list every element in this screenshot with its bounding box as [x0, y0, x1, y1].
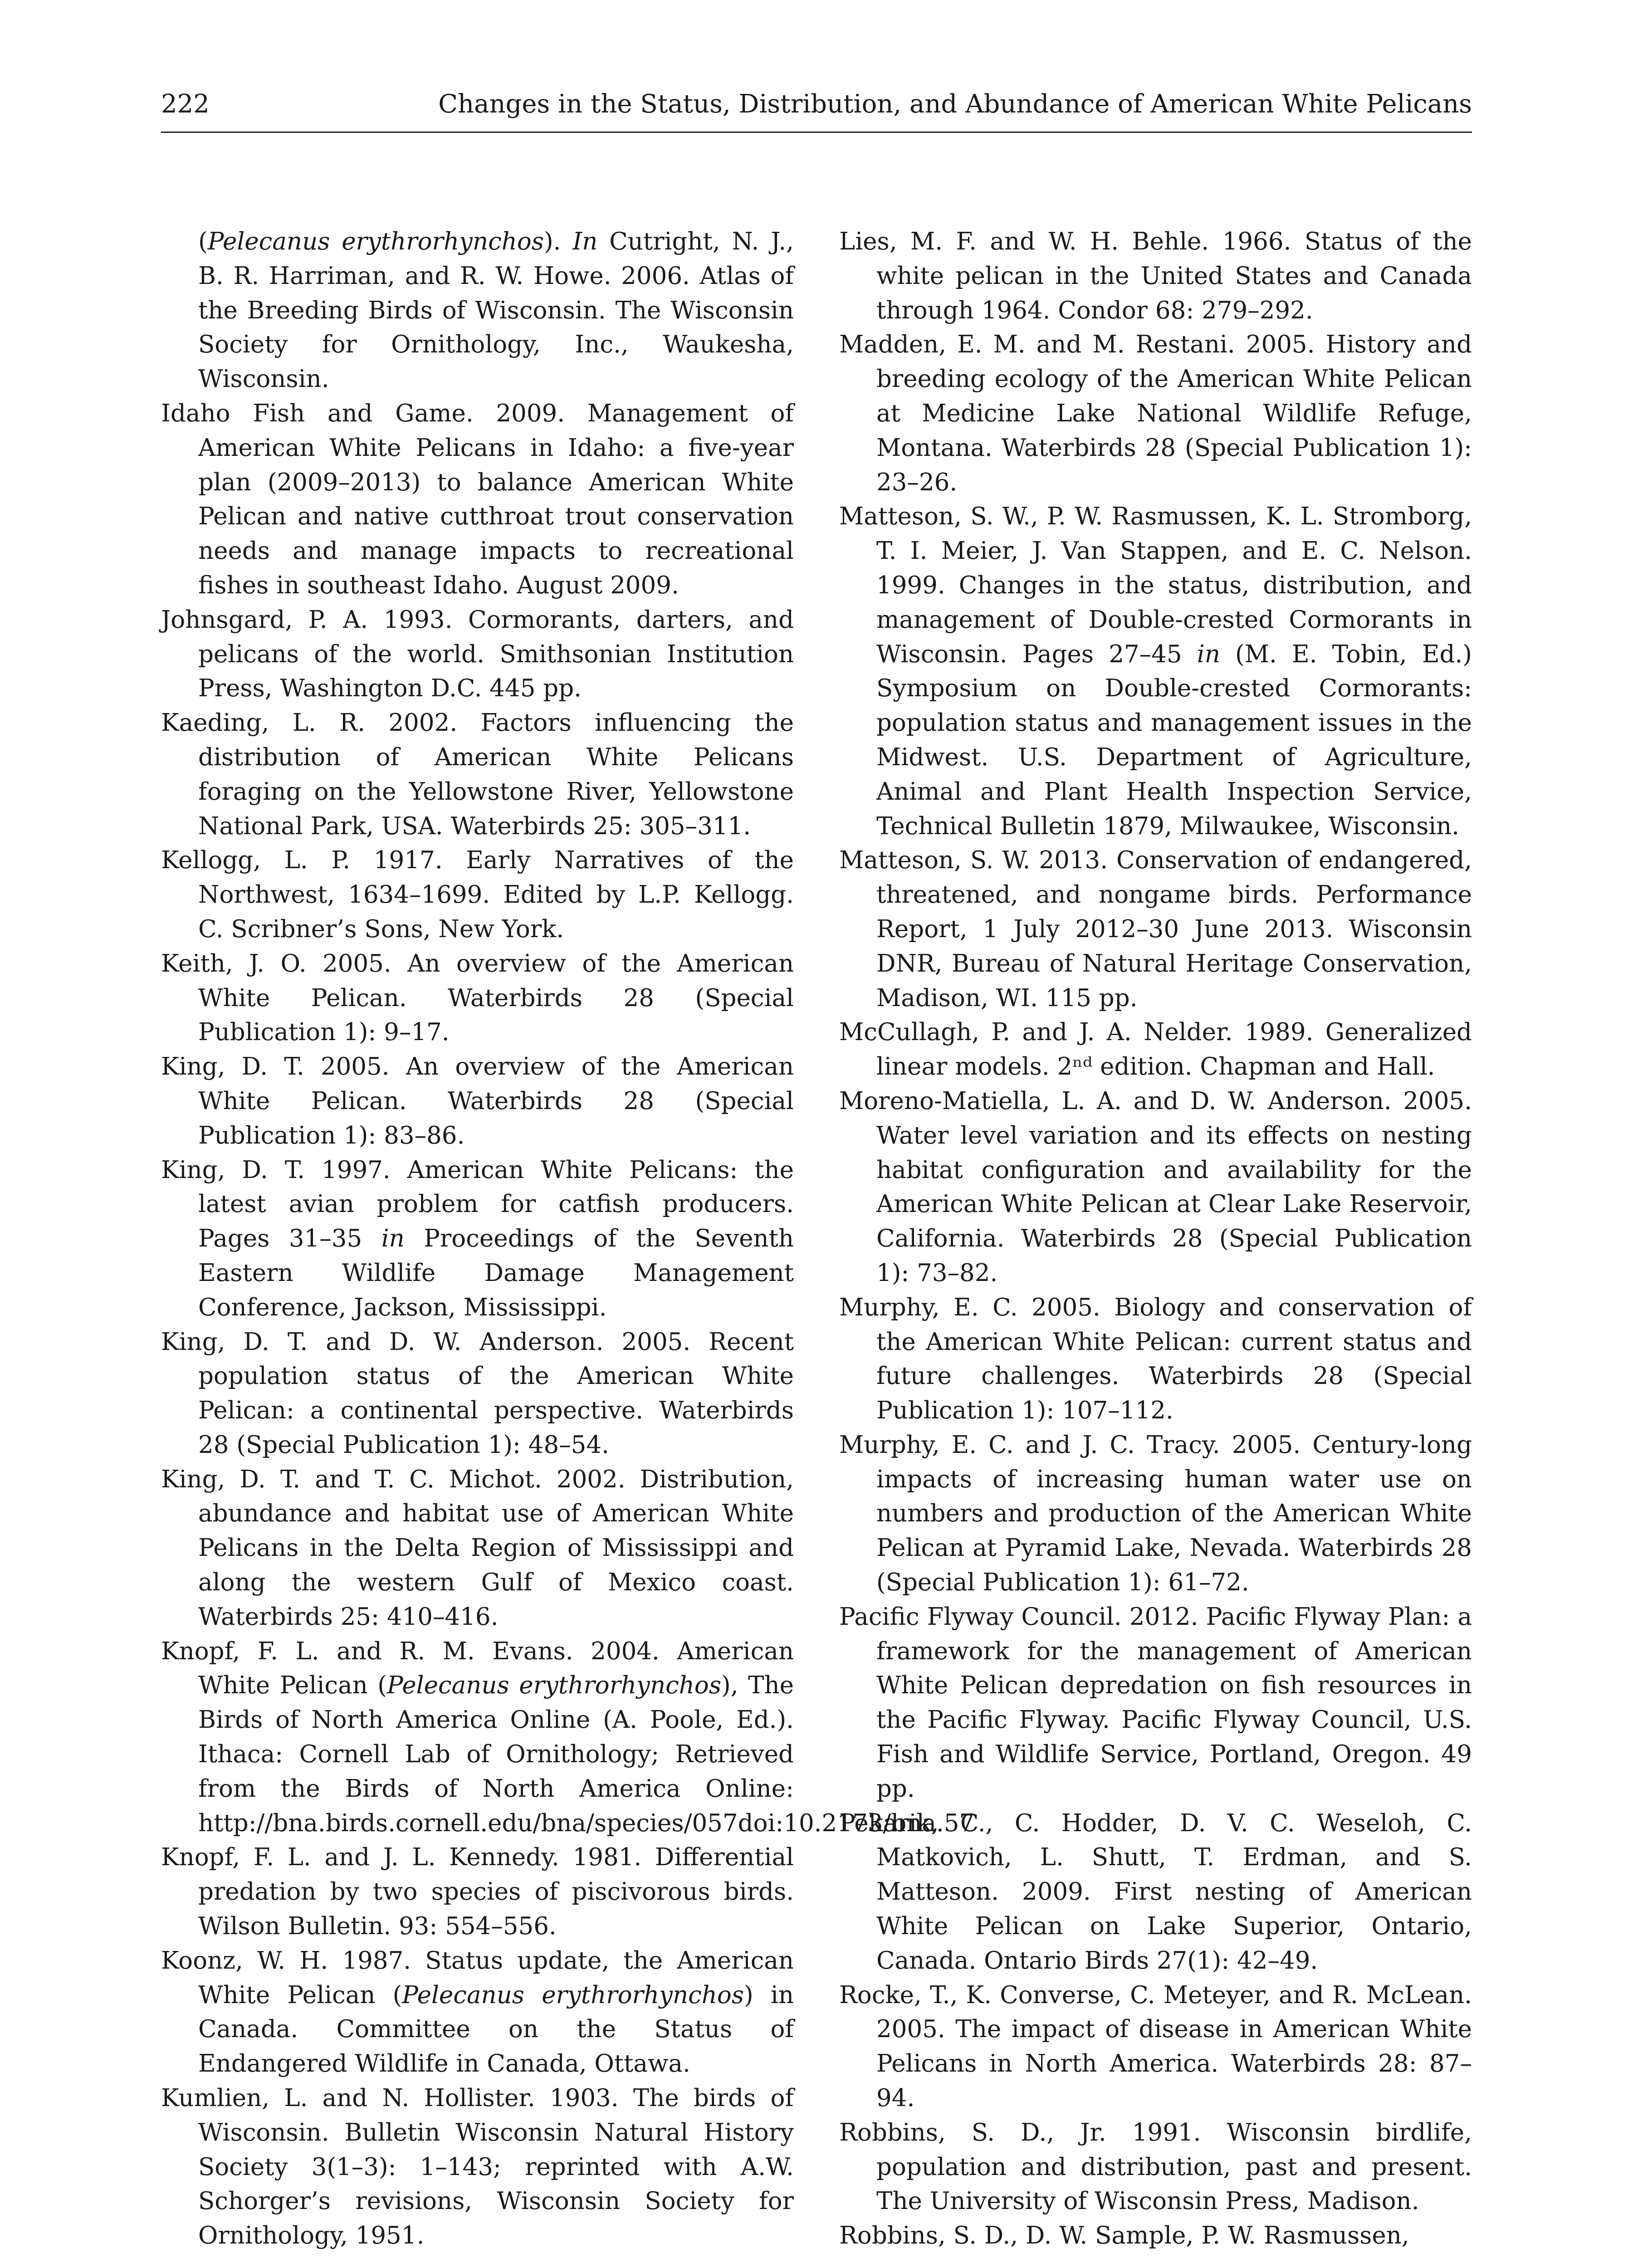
reference-entry: King, D. T. 1997. American White Pelicans: the latest avian problem for catfish producers. Pages 31–35 in Proceedings of the Seventh Eastern Wildlife Damage Management Conference, Jackson, Mississippi. — [161, 1156, 794, 1321]
reference-entry: Robbins, S. D., D. W. Sample, P. W. Rasmussen, — [839, 2222, 1409, 2250]
reference-entry: Kellogg, L. P. 1917. Early Narratives of the Northwest, 1634–1699. Edited by L.P. Kellogg. C. Scribner’s Sons, New York. — [161, 846, 794, 943]
reference-entry: King, D. T. and T. C. Michot. 2002. Distribution, abundance and habitat use of American White Pelicans in the Delta Region of Mississippi and along the western Gulf of Mexico coast. Waterbirds 25: 410–416. — [161, 1465, 794, 1631]
reference-entry: Matteson, S. W. 2013. Conservation of endangered, threatened, and nongame birds. Performance Report, 1 July 2012–30 June 2013. Wisconsin DNR, Bureau of Natural Heritage Conservation, Madison, WI. 115 pp. — [839, 846, 1472, 1012]
reference-entry: Moreno-Matiella, L. A. and D. W. Anderson. 2005. Water level variation and its effects on nesting habitat configuration and availability for the American White Pelican at Clear Lake Reservoir, California. Waterbirds 28 (Special Publication 1): 73–82. — [839, 1087, 1472, 1287]
reference-entry: (Pelecanus erythrorhynchos). In Cutright, N. J., B. R. Harriman, and R. W. Howe. 2006. Atlas of the Breeding Birds of Wisconsin. The Wisconsin Society for Ornithology, Inc., Waukesha, Wisconsin. — [198, 228, 794, 393]
reference-entry: Robbins, S. D., Jr. 1991. Wisconsin birdlife, population and distribution, past and present. The University of Wisconsin Press, Madison. — [839, 2118, 1472, 2215]
reference-entry: King, D. T. 2005. An overview of the American White Pelican. Waterbirds 28 (Special Publication 1): 83–86. — [161, 1053, 794, 1149]
page-number: 222 — [161, 89, 210, 119]
left-column — [161, 225, 975, 2253]
reference-entry: Johnsgard, P. A. 1993. Cormorants, darters, and pelicans of the world. Smithsonian Institution Press, Washington D.C. 445 pp. — [161, 606, 794, 703]
reference-entry: Knopf, F. L. and R. M. Evans. 2004. American White Pelican (Pelecanus erythrorhynchos), The Birds of North America Online (A. Poole, Ed.). Ithaca: Cornell Lab of Ornithology; Retrieved from the Birds of North America Online: http://bna.birds.cornell.edu/bna/species/057doi:10.2173/bna.57 — [161, 1637, 975, 1837]
reference-entry: Pacific Flyway Council. 2012. Pacific Flyway Plan: a framework for the management of American White Pelican depredation on fish resources in the Pacific Flyway. Pacific Flyway Council, U.S. Fish and Wildlife Service, Portland, Oregon. 49 pp. — [839, 1603, 1472, 1803]
reference-entry: Kumlien, L. and N. Hollister. 1903. The birds of Wisconsin. Bulletin Wisconsin Natural History Society 3(1–3): 1–143; reprinted with A.W. Schorger’s revisions, Wisconsin Society for Ornithology, 1951. — [161, 2084, 794, 2250]
reference-entry: Murphy, E. C. and J. C. Tracy. 2005. Century-long impacts of increasing human water use on numbers and production of the American White Pelican at Pyramid Lake, Nevada. Waterbirds 28 (Special Publication 1): 61–72. — [839, 1431, 1472, 1597]
reference-entry: King, D. T. and D. W. Anderson. 2005. Recent population status of the American White Pelican: a continental perspective. Waterbirds 28 (Special Publication 1): 48–54. — [161, 1328, 794, 1459]
page-header — [161, 86, 1472, 133]
reference-entry: Madden, E. M. and M. Restani. 2005. History and breeding ecology of the American White Pelican at Medicine Lake National Wildlife Refuge, Montana. Waterbirds 28 (Special Publication 1): 23–26. — [839, 331, 1472, 496]
right-column — [839, 225, 1472, 2253]
reference-entry: Pekarik, C., C. Hodder, D. V. C. Weseloh, C. Matkovich, L. Shutt, T. Erdman, and S. Matteson. 2009. First nesting of American White Pelican on Lake Superior, Ontario, Canada. Ontario Birds 27(1): 42–49. — [839, 1809, 1472, 1975]
reference-entry: Knopf, F. L. and J. L. Kennedy. 1981. Differential predation by two species of piscivorous birds. Wilson Bulletin. 93: 554–556. — [161, 1843, 794, 1941]
reference-entry: Kaeding, L. R. 2002. Factors influencing the distribution of American White Pelicans foraging on the Yellowstone River, Yellowstone National Park, USA. Waterbirds 25: 305–311. — [161, 709, 794, 840]
reference-entry: Murphy, E. C. 2005. Biology and conservation of the American White Pelican: current status and future challenges. Waterbirds 28 (Special Publication 1): 107–112. — [839, 1293, 1472, 1425]
reference-entry: Koonz, W. H. 1987. Status update, the American White Pelican (Pelecanus erythrorhynchos) in Canada. Committee on the Status of Endangered Wildlife in Canada, Ottawa. — [161, 1946, 794, 2078]
running-title: Changes in the Status, Distribution, and Abundance of American White Pelicans — [438, 89, 1472, 119]
reference-entry: Matteson, S. W., P. W. Rasmussen, K. L. Stromborg, T. I. Meier, J. Van Stappen, and E. C. Nelson. 1999. Changes in the status, distribution, and management of Double-crested Cormorants in Wisconsin. Pages 27–45 in (M. E. Tobin, Ed.) Symposium on Double-crested Cormorants: population status and management issues in the Midwest. U.S. Department of Agriculture, Animal and Plant Health Inspection Service, Technical Bulletin 1879, Milwaukee, Wisconsin. — [839, 503, 1472, 840]
reference-entry: Rocke, T., K. Converse, C. Meteyer, and R. McLean. 2005. The impact of disease in American White Pelicans in North America. Waterbirds 28: 87–94. — [839, 1981, 1472, 2112]
reference-entry: McCullagh, P. and J. A. Nelder. 1989. Generalized linear models. 2ⁿᵈ edition. Chapman and Hall. — [839, 1018, 1472, 1081]
reference-entry: Idaho Fish and Game. 2009. Management of American White Pelicans in Idaho: a five-year plan (2009–2013) to balance American White Pelican and native cutthroat trout conservation needs and manage impacts to recreational fishes in southeast Idaho. August 2009. — [161, 399, 794, 599]
reference-entry: Lies, M. F. and W. H. Behle. 1966. Status of the white pelican in the United States and Canada through 1964. Condor 68: 279–292. — [839, 228, 1472, 324]
reference-entry: Keith, J. O. 2005. An overview of the American White Pelican. Waterbirds 28 (Special Publication 1): 9–17. — [161, 949, 794, 1046]
